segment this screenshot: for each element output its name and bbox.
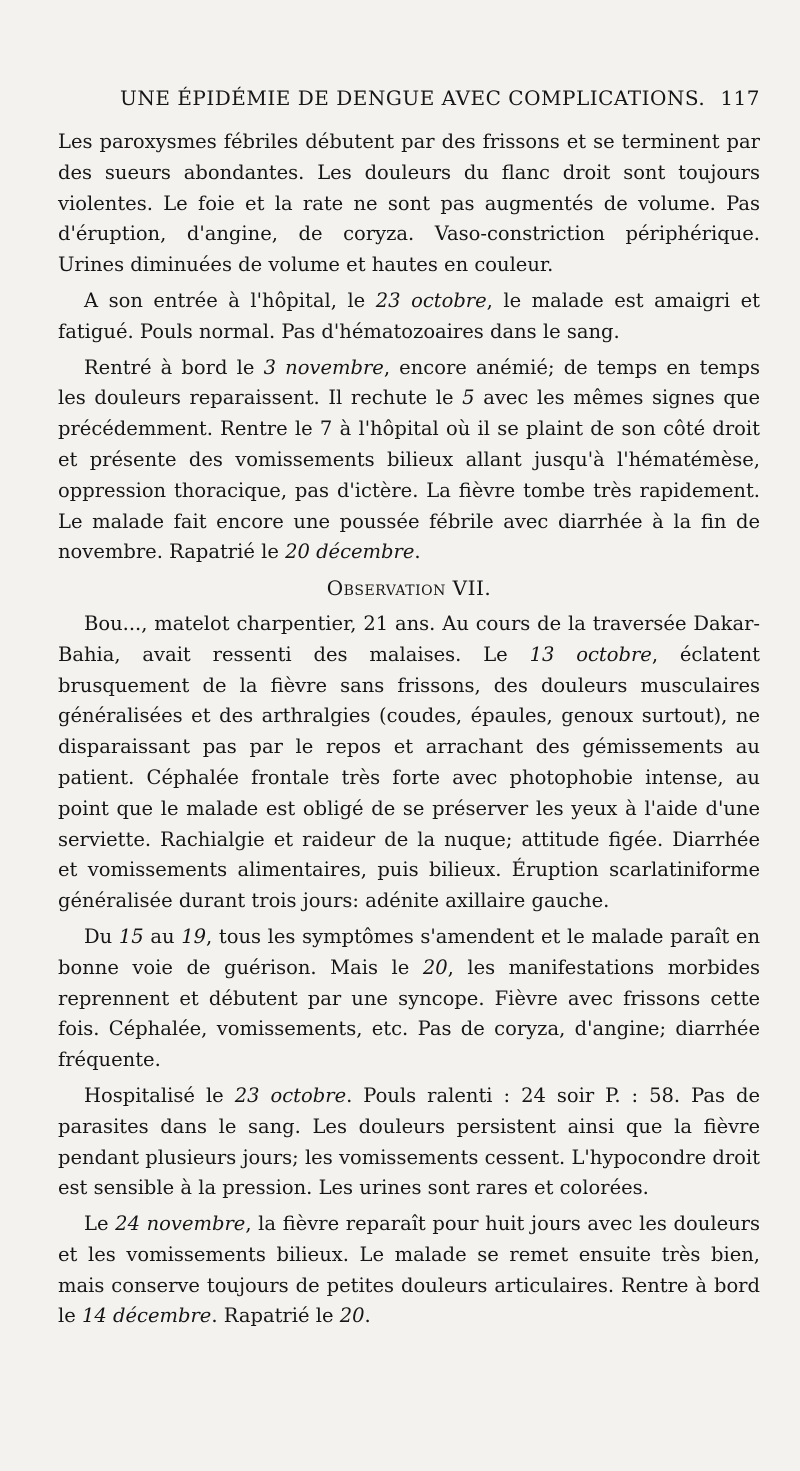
paragraph-1: Les paroxysmes fébriles débutent par des frissons et se terminent par des sueurs abondantes. Les douleurs du flanc droit sont toujours violentes. Le foie et la rate ne sont pas augmentés de volume. Pas d'éruption, d'angine, de coryza. Vaso-constriction périphérique. Urines diminuées de volume et hautes en couleur. bbox=[58, 130, 760, 277]
paragraph-4: Bou..., matelot charpentier, 21 ans. Au cours de la traversée Dakar-Bahia, avait ressenti des malaises. Le 13 octobre, éclatent brusquement de la fièvre sans frissons, des douleurs musculaires généralisées et des arthralgies (coudes, épaules, genoux surtout), ne disparaissant pas par le repos et arrachant des gémissements au patient. Céphalée frontale très forte avec photophobie intense, au point que le malade est obligé de se préserver les yeux à l'aide d'une serviette. Rachialgie et raideur de la nuque; attitude figée. Diarrhée et vomissements alimentaires, puis bilieux. Éruption scarlatiniforme généralisée durant trois jours: adénite axillaire gauche. bbox=[58, 611, 760, 913]
date-italic: 23 octobre bbox=[375, 288, 487, 312]
date-italic: 24 novembre bbox=[115, 1212, 246, 1236]
paragraph-7: Le 24 novembre, la fièvre reparaît pour huit jours avec les douleurs et les vomissements bilieux. Le malade se remet ensuite très bien, mais conserve toujours de petites douleurs articulaires. Rentre à bord le 14 décembre. Rapatrié le 20. bbox=[58, 1212, 761, 1328]
date-italic: 14 décembre bbox=[81, 1304, 212, 1328]
page-body bbox=[58, 127, 760, 1332]
paragraph-2: A son entrée à l'hôpital, le 23 octobre, le malade est amaigri et fatigué. Pouls normal. Pas d'hématozoaires dans le sang. bbox=[58, 288, 761, 343]
date-italic: 13 octobre bbox=[529, 642, 652, 666]
running-title: UNE ÉPIDÉMIE DE DENGUE AVEC COMPLICATIONS. bbox=[120, 86, 706, 110]
date-italic: 20 bbox=[422, 955, 448, 979]
date-italic: 20 décembre bbox=[285, 540, 415, 564]
running-header bbox=[120, 86, 760, 110]
paragraph-3: Rentré à bord le 3 novembre, encore anémié; de temps en temps les douleurs reparaissent. Il rechute le 5 avec les mêmes signes que précédemment. Rentre le 7 à l'hôpital où il se plaint de son côté droit et présente des vomissements bilieux allant jusqu'à l'hématémèse, oppression thoracique, pas d'ictère. La fièvre tombe très rapidement. Le malade fait encore une poussée fébrile avec diarrhée à la fin de novembre. Rapatrié le 20 décembre. bbox=[58, 355, 761, 564]
date-italic: 23 octobre bbox=[234, 1083, 347, 1107]
date-italic: 3 novembre bbox=[263, 355, 384, 379]
date-italic: 19 bbox=[181, 924, 207, 948]
paragraph-6: Hospitalisé le 23 octobre. Pouls ralenti : 24 soir P. : 58. Pas de parasites dans le sang. Les douleurs persistent ainsi que la fièvre pendant plusieurs jours; les vomissements cessent. L'hypocondre droit est sensible à la pression. Les urines sont rares et colorées. bbox=[58, 1083, 760, 1200]
date-italic: 5 bbox=[462, 386, 475, 410]
date-italic: 20 bbox=[339, 1304, 365, 1328]
paragraph-5: Du 15 au 19, tous les symptômes s'amendent et le malade paraît en bonne voie de guérison. Mais le 20, les manifestations morbides reprennent et débutent par une syncope. Fièvre avec frissons cette fois. Céphalée, vomissements, etc. Pas de coryza, d'angine; diarrhée fréquente. bbox=[58, 924, 760, 1072]
date-italic: 15 bbox=[118, 924, 144, 948]
observation-heading: Observation VII. bbox=[326, 576, 492, 601]
page-number: 117 bbox=[720, 86, 760, 110]
